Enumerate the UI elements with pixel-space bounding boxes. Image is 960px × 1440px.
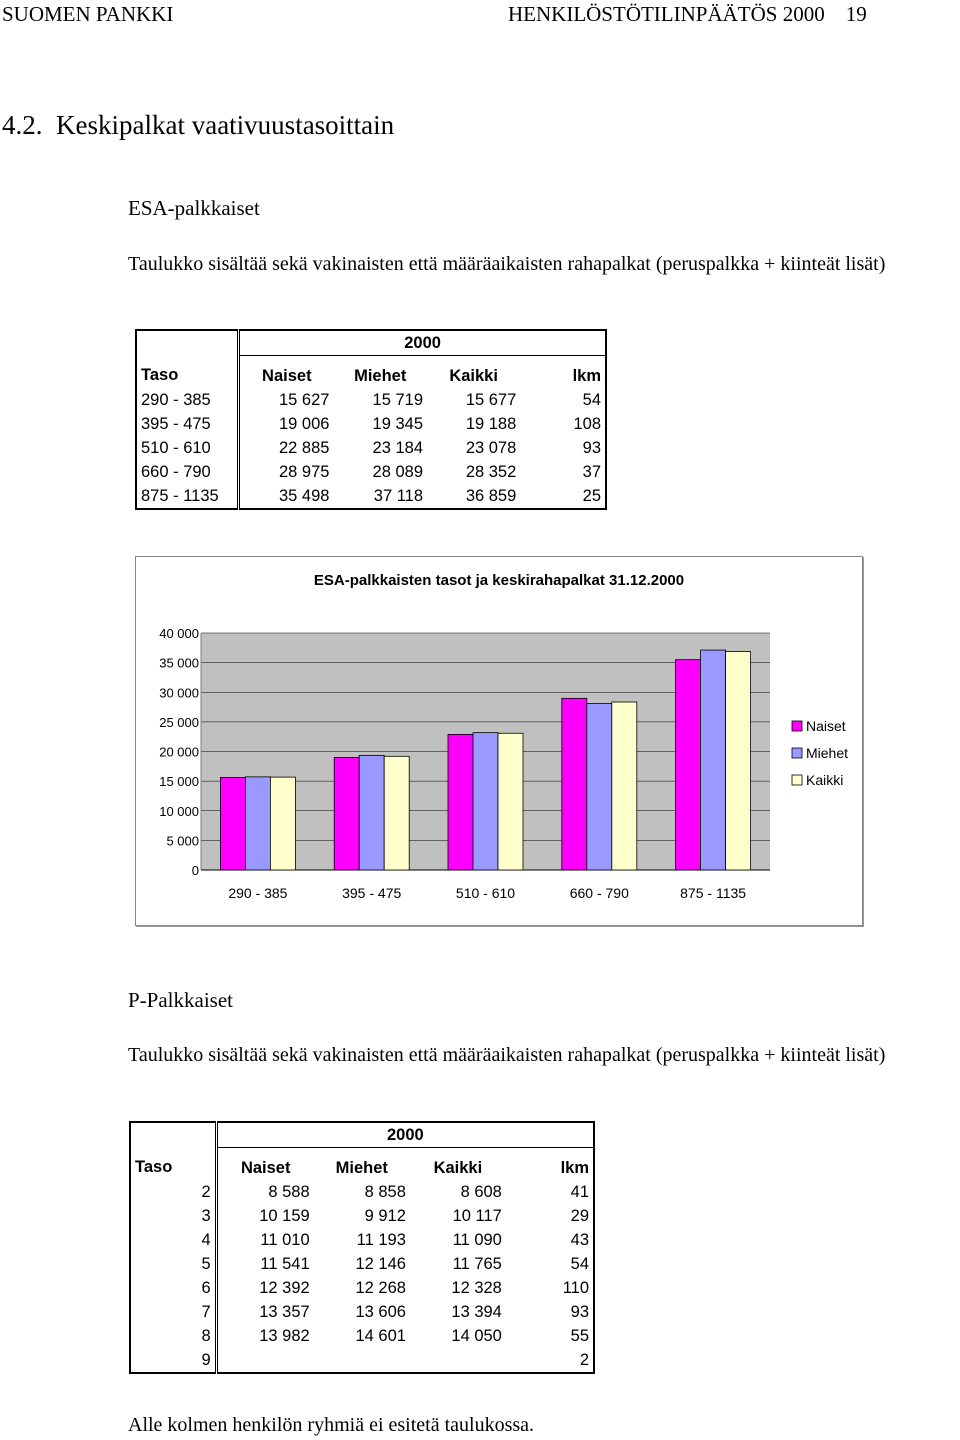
table-cell: 108 — [520, 412, 606, 436]
table-year-row — [136, 330, 606, 356]
column-header-4: lkm — [520, 356, 606, 389]
y-tick-label: 5 000 — [166, 833, 199, 849]
table-cell: 11 090 — [452, 1230, 502, 1249]
table-cell: 37 — [520, 460, 606, 484]
table-cell: 14 050 — [451, 1326, 502, 1345]
column-header-4: lkm — [506, 1148, 594, 1181]
table-cell: 2 — [506, 1348, 594, 1373]
table-header-row — [136, 356, 606, 389]
legend-label: Naiset — [806, 718, 846, 734]
table-cell: 510 - 610 — [136, 436, 239, 460]
table-cell: 19 345 — [372, 414, 424, 433]
table-row — [130, 1348, 594, 1373]
table-cell: 15 627 — [278, 390, 330, 409]
bar-miehet-0 — [245, 777, 270, 870]
bar-naiset-0 — [220, 777, 245, 870]
table-cell — [216, 1348, 313, 1373]
bar-miehet-4 — [701, 650, 726, 870]
column-header-2: Miehet — [335, 1158, 388, 1177]
table-cell: 3 — [130, 1204, 216, 1228]
esa-salary-chart — [135, 556, 863, 926]
bar-naiset-4 — [676, 660, 701, 870]
table-cell: 28 975 — [278, 462, 330, 481]
page-header-left: SUOMEN PANKKI — [2, 2, 174, 26]
legend-label: Kaikki — [806, 772, 844, 788]
table-row — [130, 1204, 594, 1228]
table-cell: 13 394 — [451, 1302, 502, 1321]
esa-heading: ESA-palkkaiset — [128, 196, 260, 220]
p-footnote: Alle kolmen henkilön ryhmiä ei esitetä taulukossa. — [128, 1414, 535, 1436]
legend-swatch-miehet — [792, 748, 802, 758]
table-cell: 23 184 — [372, 438, 424, 457]
column-header-0: Taso — [136, 356, 239, 389]
legend-label: Miehet — [806, 745, 849, 761]
section-title: 4.2. Keskipalkat vaativuustasoittain — [2, 110, 395, 140]
table-cell: 11 010 — [260, 1230, 310, 1249]
bar-kaikki-2 — [498, 733, 523, 870]
table-cell: 41 — [506, 1180, 594, 1204]
table-row — [136, 436, 606, 460]
p-salary-table — [129, 1121, 595, 1374]
table-cell: 25 — [520, 484, 606, 509]
table-year-row — [130, 1122, 594, 1148]
table-cell: 55 — [506, 1324, 594, 1348]
p-description: Taulukko sisältää sekä vakinaisten että määräaikaisten rahapalkat (peruspalkka + kiinteät lisät) — [128, 1044, 886, 1066]
column-header-3: Kaikki — [433, 1158, 483, 1177]
y-tick-label: 10 000 — [159, 803, 199, 819]
bar-naiset-2 — [448, 734, 473, 870]
table-cell: 43 — [506, 1228, 594, 1252]
table-cell: 11 541 — [260, 1254, 310, 1273]
table-cell: 93 — [506, 1300, 594, 1324]
table-cell: 13 606 — [355, 1302, 406, 1321]
table-cell: 54 — [520, 388, 606, 412]
y-tick-label: 15 000 — [159, 774, 199, 790]
legend-swatch-kaikki — [792, 775, 802, 785]
x-tick-label: 395 - 475 — [342, 885, 402, 901]
x-tick-label: 290 - 385 — [228, 885, 288, 901]
y-tick-label: 25 000 — [159, 714, 199, 730]
table-cell: 19 006 — [278, 414, 330, 433]
table-cell: 8 — [130, 1324, 216, 1348]
table-cell: 11 765 — [452, 1254, 502, 1273]
table-cell: 11 193 — [356, 1230, 406, 1249]
table-cell: 12 146 — [355, 1254, 406, 1273]
table-cell: 35 498 — [239, 484, 334, 509]
table-cell: 10 117 — [452, 1206, 502, 1225]
table-cell: 660 - 790 — [136, 460, 239, 484]
table-cell: 8 608 — [460, 1182, 502, 1201]
table-cell: 110 — [506, 1276, 594, 1300]
table-row — [130, 1324, 594, 1348]
bar-kaikki-1 — [384, 756, 409, 870]
table-cell: 8 588 — [268, 1182, 310, 1201]
table-cell: 12 268 — [355, 1278, 406, 1297]
table-row — [130, 1228, 594, 1252]
table-cell: 54 — [506, 1252, 594, 1276]
column-header-0: Taso — [130, 1148, 216, 1181]
column-header-2: Miehet — [354, 366, 407, 385]
table-row — [136, 484, 606, 509]
table-cell: 2 — [130, 1180, 216, 1204]
table-cell: 13 357 — [259, 1302, 310, 1321]
table-year: 2000 — [216, 1122, 594, 1148]
table-cell: 6 — [130, 1276, 216, 1300]
table-cell: 19 188 — [465, 414, 517, 433]
table-header-row — [130, 1148, 594, 1181]
table-cell: 9 912 — [364, 1206, 406, 1225]
y-tick-label: 40 000 — [159, 626, 199, 641]
table-row — [130, 1252, 594, 1276]
legend-swatch-naiset — [792, 721, 802, 731]
table-cell: 12 392 — [259, 1278, 310, 1297]
table-cell: 29 — [506, 1204, 594, 1228]
table-cell: 36 859 — [427, 484, 520, 509]
bar-miehet-1 — [359, 755, 384, 870]
table-cell: 395 - 475 — [136, 412, 239, 436]
chart-svg — [136, 557, 862, 925]
table-cell: 28 089 — [372, 462, 424, 481]
esa-salary-table — [135, 329, 607, 510]
table-row — [130, 1180, 594, 1204]
table-cell: 4 — [130, 1228, 216, 1252]
x-tick-label: 875 - 1135 — [680, 885, 747, 901]
y-tick-label: 30 000 — [159, 685, 199, 701]
p-heading: P-Palkkaiset — [128, 988, 233, 1012]
y-tick-label: 35 000 — [159, 655, 199, 671]
bar-miehet-2 — [473, 733, 498, 870]
table-cell: 93 — [520, 436, 606, 460]
table-cell: 5 — [130, 1252, 216, 1276]
table-cell — [410, 1348, 506, 1373]
column-header-1: Naiset — [262, 366, 312, 385]
table-cell: 22 885 — [278, 438, 330, 457]
bar-kaikki-3 — [612, 702, 637, 870]
page-header-right: HENKILÖSTÖTILINPÄÄTÖS 2000 19 — [508, 2, 867, 26]
column-header-3: Kaikki — [449, 366, 498, 385]
x-tick-label: 510 - 610 — [455, 885, 516, 901]
table-cell: 12 328 — [451, 1278, 502, 1297]
table-cell: 37 118 — [333, 484, 427, 509]
table-cell: 14 601 — [355, 1326, 406, 1345]
table-row — [136, 388, 606, 412]
table-row — [130, 1300, 594, 1324]
table-row — [136, 460, 606, 484]
table-row — [136, 412, 606, 436]
chart-title: ESA-palkkaisten tasot ja keskirahapalkat 31.12.2000 — [313, 572, 685, 589]
table-cell: 23 078 — [465, 438, 517, 457]
table-cell: 9 — [130, 1348, 216, 1373]
table-row — [130, 1276, 594, 1300]
table-cell: 28 352 — [465, 462, 517, 481]
bar-naiset-3 — [562, 698, 587, 870]
table-cell — [314, 1348, 410, 1373]
x-tick-label: 660 - 790 — [569, 885, 629, 901]
table-cell: 15 719 — [372, 390, 424, 409]
table-cell: 290 - 385 — [136, 388, 239, 412]
y-tick-label: 20 000 — [159, 744, 199, 760]
table-cell: 15 677 — [465, 390, 517, 409]
table-cell: 875 - 1135 — [136, 484, 239, 509]
table-cell: 13 982 — [259, 1326, 310, 1345]
esa-description: Taulukko sisältää sekä vakinaisten että määräaikaisten rahapalkat (peruspalkka + kiinteät lisät) — [128, 253, 886, 275]
table-cell: 7 — [130, 1300, 216, 1324]
table-cell: 10 159 — [259, 1206, 310, 1225]
table-year: 2000 — [239, 330, 606, 356]
bar-kaikki-4 — [726, 652, 751, 870]
bar-miehet-3 — [587, 704, 612, 870]
y-tick-label: 0 — [191, 863, 199, 878]
table-cell: 8 858 — [364, 1182, 406, 1201]
bar-kaikki-0 — [270, 777, 295, 870]
column-header-1: Naiset — [240, 1158, 291, 1177]
bar-naiset-1 — [334, 757, 359, 870]
